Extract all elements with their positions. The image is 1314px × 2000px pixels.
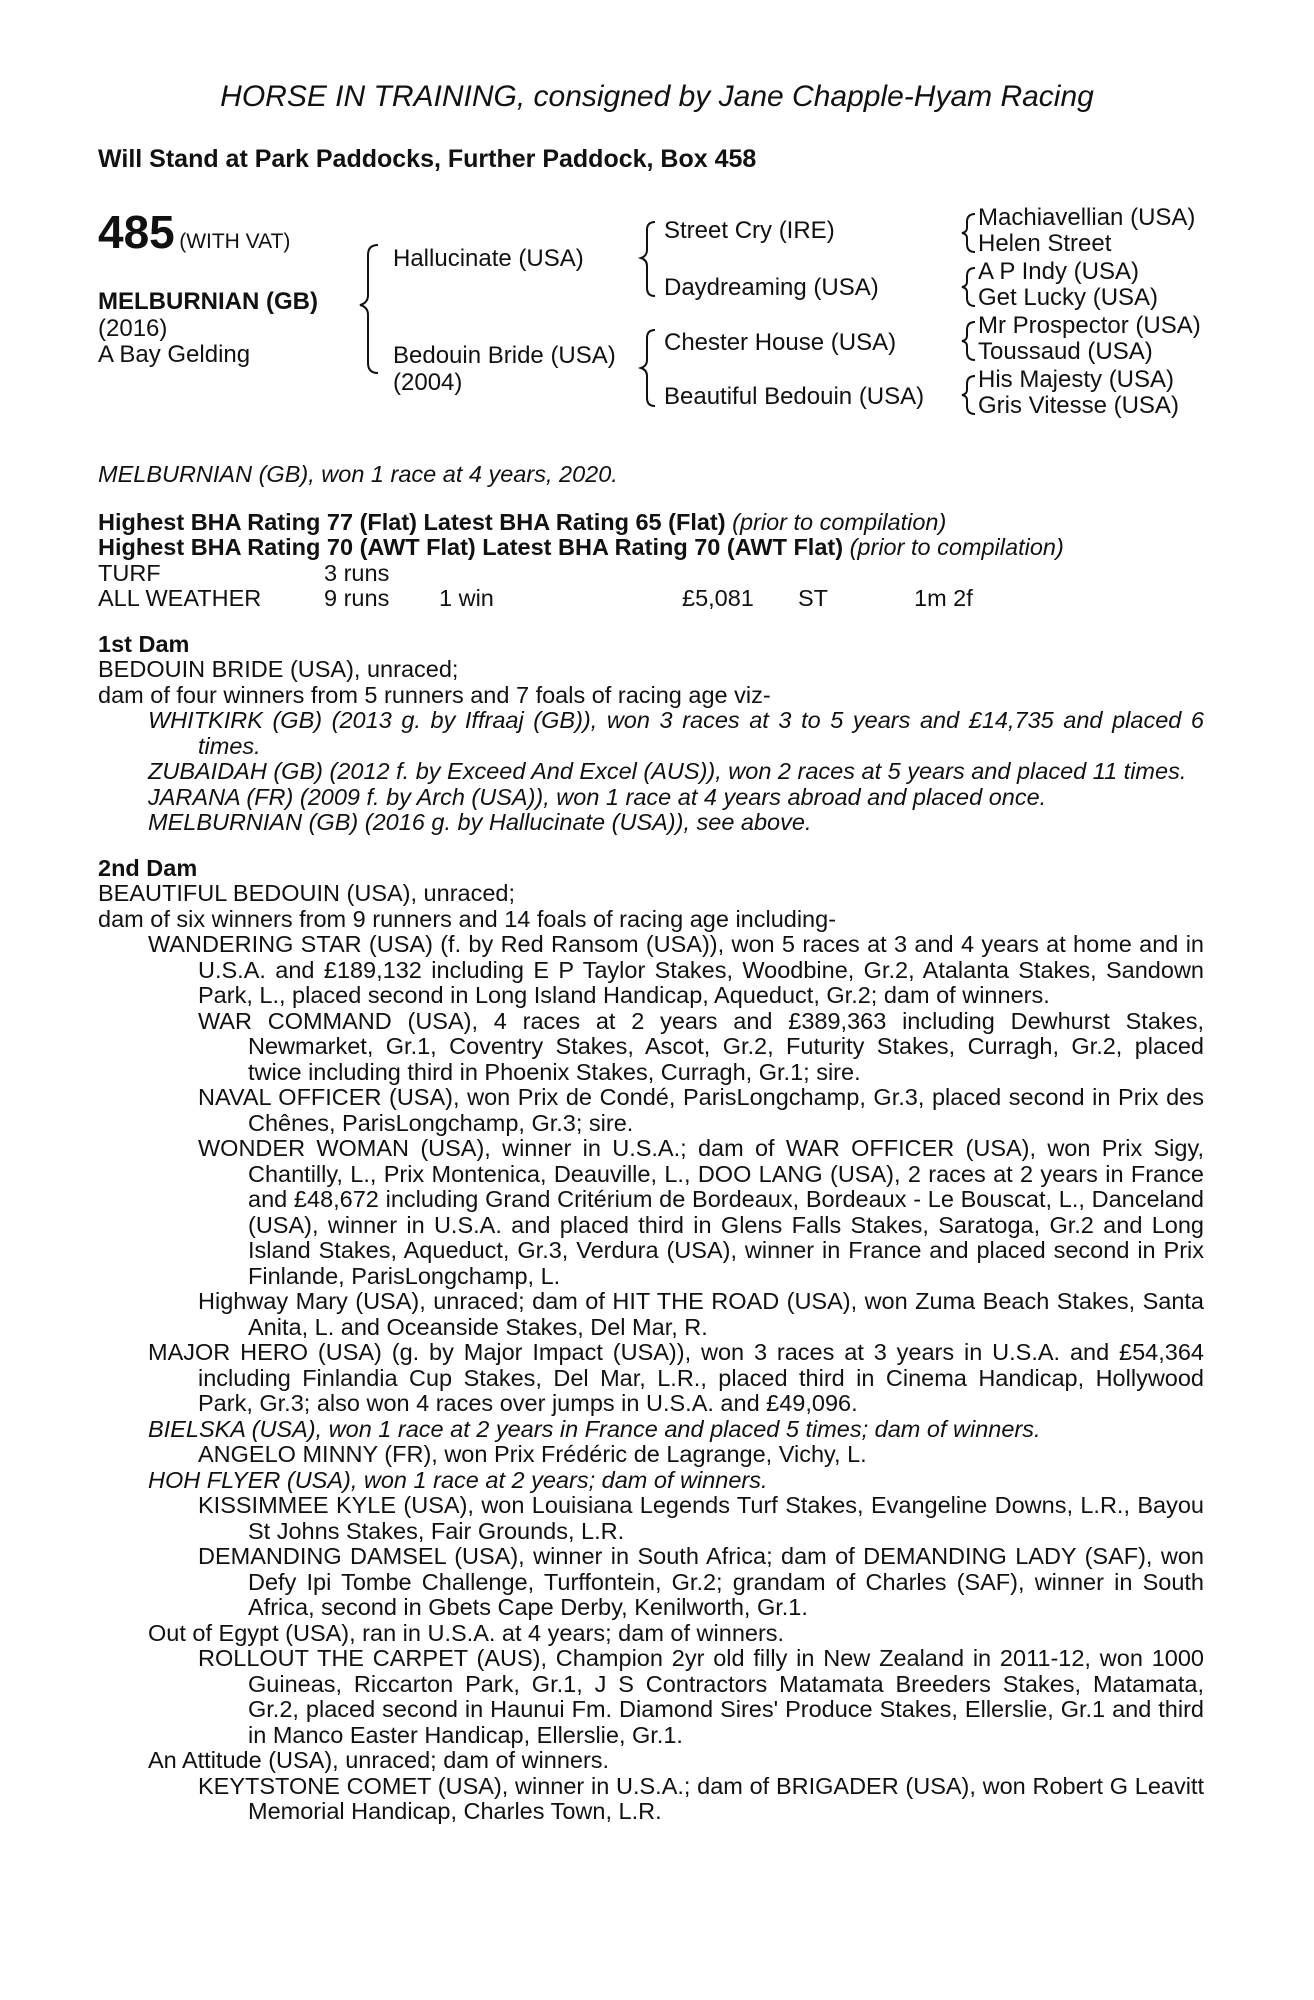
pedigree-g3-3: A P Indy (USA) bbox=[978, 258, 1139, 285]
horse-name: MELBURNIAN (GB) bbox=[98, 288, 318, 315]
pedigree-g3-1: Machiavellian (USA) bbox=[978, 204, 1196, 231]
second-dam-entry-4: WONDER WOMAN (USA), winner in U.S.A.; dam of WAR OFFICER (USA), won Prix Sigy, Chantilly, L., Prix Montenica, Deauville, L., DOO LANG (USA), 2 races at 2 years in France and £48,672 including Grand Critérium de Bordeaux, Bordeaux - Le Bouscat, L., Danceland (USA), winner in U.S.A. and placed third in Glens Falls Stakes, Saratoga, Gr.2 and Long Island Stakes, Aqueduct, Gr.3, Verdura (USA), winner in France and placed second in Prix Finlande, ParisLongchamp, L. bbox=[198, 1135, 1204, 1289]
second-dam-entry-7: BIELSKA (USA), won 1 race at 2 years in France and placed 5 times; dam of winners. bbox=[148, 1415, 1041, 1442]
lot-number: 485 bbox=[98, 206, 175, 258]
second-dam-entry-2: WAR COMMAND (USA), 4 races at 2 years and £389,363 including Dewhurst Stakes, Newmarket, Gr.1, Coventry Stakes, Ascot, Gr.2, Futurity Stakes, Curragh, Gr.2, placed twice including third in Phoenix Stakes, Curragh, Gr.1; sire. bbox=[198, 1007, 1204, 1085]
horse-description: A Bay Gelding bbox=[98, 341, 251, 368]
pedigree-g3-6: Toussaud (USA) bbox=[978, 338, 1153, 365]
pedigree-g3-5: Mr Prospector (USA) bbox=[978, 312, 1201, 339]
catalogue-body bbox=[98, 462, 1204, 1825]
second-dam-entry-10: KISSIMMEE KYLE (USA), won Louisiana Legends Turf Stakes, Evangeline Downs, L.R., Bayou St Johns Stakes, Fair Grounds, L.R. bbox=[198, 1492, 1204, 1544]
first-dam-intro: BEDOUIN BRIDE (USA), unraced; bbox=[98, 656, 459, 682]
second-dam-entry-12: Out of Egypt (USA), ran in U.S.A. at 4 years; dam of winners. bbox=[148, 1619, 785, 1646]
second-dam-entry-5: Highway Mary (USA), unraced; dam of HIT THE ROAD (USA), won Zuma Beach Stakes, Santa Anita, L. and Oceanside Stakes, Del Mar, R. bbox=[198, 1288, 1204, 1340]
second-dam-entry-15: KEYTSTONE COMET (USA), winner in U.S.A.; dam of BRIGADER (USA), won Robert G Leavitt Memorial Handicap, Charles Town, L.R. bbox=[198, 1772, 1204, 1824]
pedigree-g3-4: Get Lucky (USA) bbox=[978, 284, 1159, 311]
second-dam-dam-of: dam of six winners from 9 runners and 14 foals of racing age including- bbox=[98, 905, 837, 932]
pedigree-dam-year: (2004) bbox=[393, 369, 463, 396]
first-dam-dam-of: dam of four winners from 5 runners and 7 foals of racing age viz- bbox=[98, 681, 771, 708]
pedigree-sire-sire: Street Cry (IRE) bbox=[664, 217, 835, 244]
race-summary: MELBURNIAN (GB), won 1 race at 4 years, 2020. bbox=[98, 461, 618, 487]
second-dam-entry-6: MAJOR HERO (USA) (g. by Major Impact (USA)), won 3 races at 3 years in U.S.A. and £54,364 including Finlandia Cup Stakes, Del Mar, L.R., placed third in Cinema Handicap, Hollywood Park, Gr.3; also won 4 races over jumps in U.S.A. and £49,096. bbox=[148, 1339, 1204, 1416]
second-dam-entry-13: ROLLOUT THE CARPET (AUS), Champion 2yr old filly in New Zealand in 2011-12, won 1000 Guineas, Riccarton Park, Gr.1, J S Contractors Matamata Breeders Stakes, Matamata, Gr.2, placed second in Haunui Fm. Diamond Sires' Produce Stakes, Ellerslie, Gr.1 and third in Manco Easter Handicap, Ellerslie, Gr.1. bbox=[198, 1645, 1204, 1748]
second-dam-entry-14: An Attitude (USA), unraced; dam of winners. bbox=[148, 1747, 610, 1773]
stand-location: Will Stand at Park Paddocks, Further Paddock, Box 458 bbox=[98, 145, 757, 173]
second-dam-entry-8: ANGELO MINNY (FR), won Prix Frédéric de Lagrange, Vichy, L. bbox=[198, 1441, 867, 1467]
second-dam-intro: BEAUTIFUL BEDOUIN (USA), unraced; bbox=[98, 880, 516, 906]
first-dam-produce-2: ZUBAIDAH (GB) (2012 f. by Exceed And Excel (AUS)), won 2 races at 5 years and placed 11 times. bbox=[148, 758, 1187, 784]
horse-year: (2016) bbox=[98, 315, 168, 342]
pedigree-g3-7: His Majesty (USA) bbox=[978, 366, 1175, 393]
first-dam-heading: 1st Dam bbox=[98, 630, 190, 657]
pedigree-g3-2: Helen Street bbox=[978, 230, 1112, 257]
first-dam-produce-1: WHITKIRK (GB) (2013 g. by Iffraaj (GB)), won 3 races at 3 to 5 years and £14,735 and placed 6 times. bbox=[148, 707, 1204, 759]
pedigree-dam-sire: Chester House (USA) bbox=[664, 329, 897, 356]
second-dam-entry-9: HOH FLYER (USA), won 1 race at 2 years; dam of winners. bbox=[148, 1466, 768, 1493]
ratings-line-1: Highest BHA Rating 77 (Flat) Latest BHA Rating 65 (Flat) (prior to compilation) bbox=[98, 508, 947, 535]
record-all-weather: ALL WEATHER 9 runs 1 win £5,081 ST 1m 2f bbox=[98, 585, 973, 611]
vat-note: (WITH VAT) bbox=[179, 230, 291, 253]
second-dam-entry-3: NAVAL OFFICER (USA), won Prix de Condé, ParisLongchamp, Gr.3, placed second in Prix des Chênes, ParisLongchamp, Gr.3; sire. bbox=[198, 1084, 1204, 1136]
first-dam-produce-3: JARANA (FR) (2009 f. by Arch (USA)), won 1 race at 4 years abroad and placed once. bbox=[148, 783, 1047, 810]
pedigree-g3-8: Gris Vitesse (USA) bbox=[978, 392, 1179, 419]
first-dam-produce-4: MELBURNIAN (GB) (2016 g. by Hallucinate (USA)), see above. bbox=[148, 809, 812, 835]
pedigree-sire: Hallucinate (USA) bbox=[393, 245, 584, 272]
second-dam-entry-1: WANDERING STAR (USA) (f. by Red Ransom (USA)), won 5 races at 3 and 4 years at home and in U.S.A. and £189,132 including E P Taylor Stakes, Woodbine, Gr.2, Atalanta Stakes, Sandown Park, L., placed second in Long Island Handicap, Aqueduct, Gr.2; dam of winners. bbox=[148, 931, 1204, 1008]
ratings-line-2: Highest BHA Rating 70 (AWT Flat) Latest BHA Rating 70 (AWT Flat) (prior to compilation) bbox=[98, 534, 1064, 560]
page-header: HORSE IN TRAINING, consigned by Jane Chapple-Hyam Racing bbox=[220, 80, 1094, 113]
pedigree-dam-dam: Beautiful Bedouin (USA) bbox=[664, 383, 925, 410]
record-turf: TURF 3 runs bbox=[98, 559, 390, 586]
pedigree-sire-dam: Daydreaming (USA) bbox=[664, 274, 879, 301]
second-dam-heading: 2nd Dam bbox=[98, 854, 198, 881]
second-dam-entry-11: DEMANDING DAMSEL (USA), winner in South Africa; dam of DEMANDING LADY (SAF), won Defy Ipi Tombe Challenge, Turffontein, Gr.2; grandam of Charles (SAF), winner in South Africa, second in Gbets Cape Derby, Kenilworth, Gr.1. bbox=[198, 1543, 1204, 1620]
pedigree-dam: Bedouin Bride (USA) bbox=[393, 342, 616, 369]
